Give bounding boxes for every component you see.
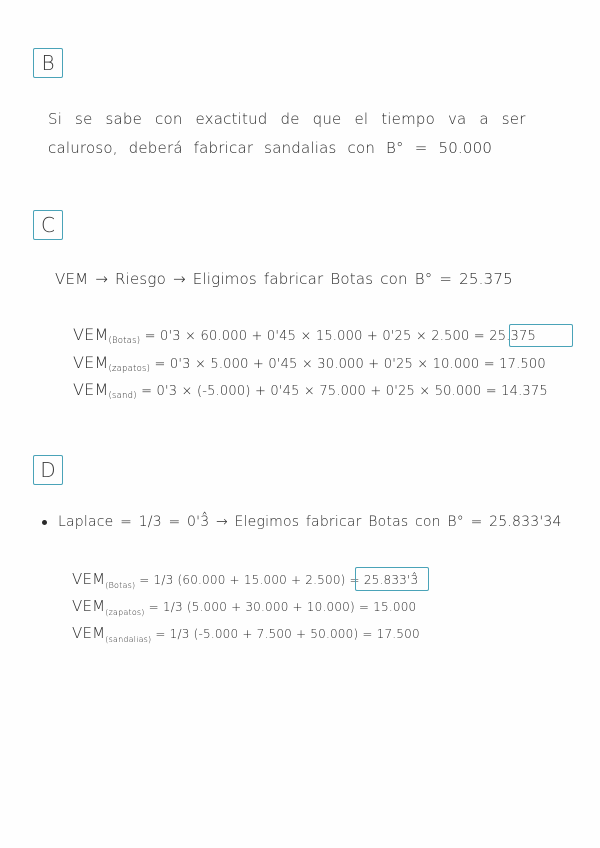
section-label-b: B (33, 48, 63, 78)
section-label-d: D (33, 455, 63, 485)
laplace-row-zapatos: $VEM_{(zapatos)} = 1/3$ (5.000 + 30.000 + 10.000) = 15.000 (72, 597, 417, 617)
section-b-line-2: caluroso, deberá fabricar sandalias con B° = 50.000 (48, 139, 493, 157)
vem-row-sandalias: $VEM_{(sand)} = 0'3 \times (-5.000) + 0'45 \times 75.000 + 0'25 \times 50.000 = 14.375$ (73, 380, 548, 401)
section-d-summary: Laplace = 1/3 = 0'3̂ → Elegimos fabricar Botas con B° = 25.833'34 (58, 514, 562, 530)
section-b-line-1: Si se sabe con exactitud de que el tiempo va a ser (48, 110, 526, 128)
section-label-c: C (33, 210, 63, 240)
bullet-icon (42, 520, 47, 525)
vem-row-botas: $VEM_{(Botas)} = 0'3 \times 60.000 + 0'45 \times 15.000 + 0'25 \times 2.500 = 25.375$ (73, 325, 536, 346)
result-highlight-box (509, 324, 573, 347)
laplace-row-sandalias: $VEM_{(sandalias)} = 1/3$ (-5.000 + 7.500 + 50.000) = 17.500 (72, 624, 420, 644)
vem-row-zapatos: $VEM_{(zapatos)} = 0'3 \times 5.000 + 0'45 \times 30.000 + 0'25 \times 10.000 = 17.500$ (73, 353, 546, 374)
highlighted-result: 25.833'3̂ (363, 573, 419, 587)
highlighted-result: 25.375 (489, 329, 536, 344)
result-highlight-box (355, 567, 429, 591)
laplace-row-botas: $VEM_{(Botas)} = 1/3$ (60.000 + 15.000 + 2.500) = 25.833'3̂ (72, 570, 419, 590)
section-c-summary: VEM → Riesgo → Eligimos fabricar Botas con B° = 25.375 (55, 270, 513, 288)
